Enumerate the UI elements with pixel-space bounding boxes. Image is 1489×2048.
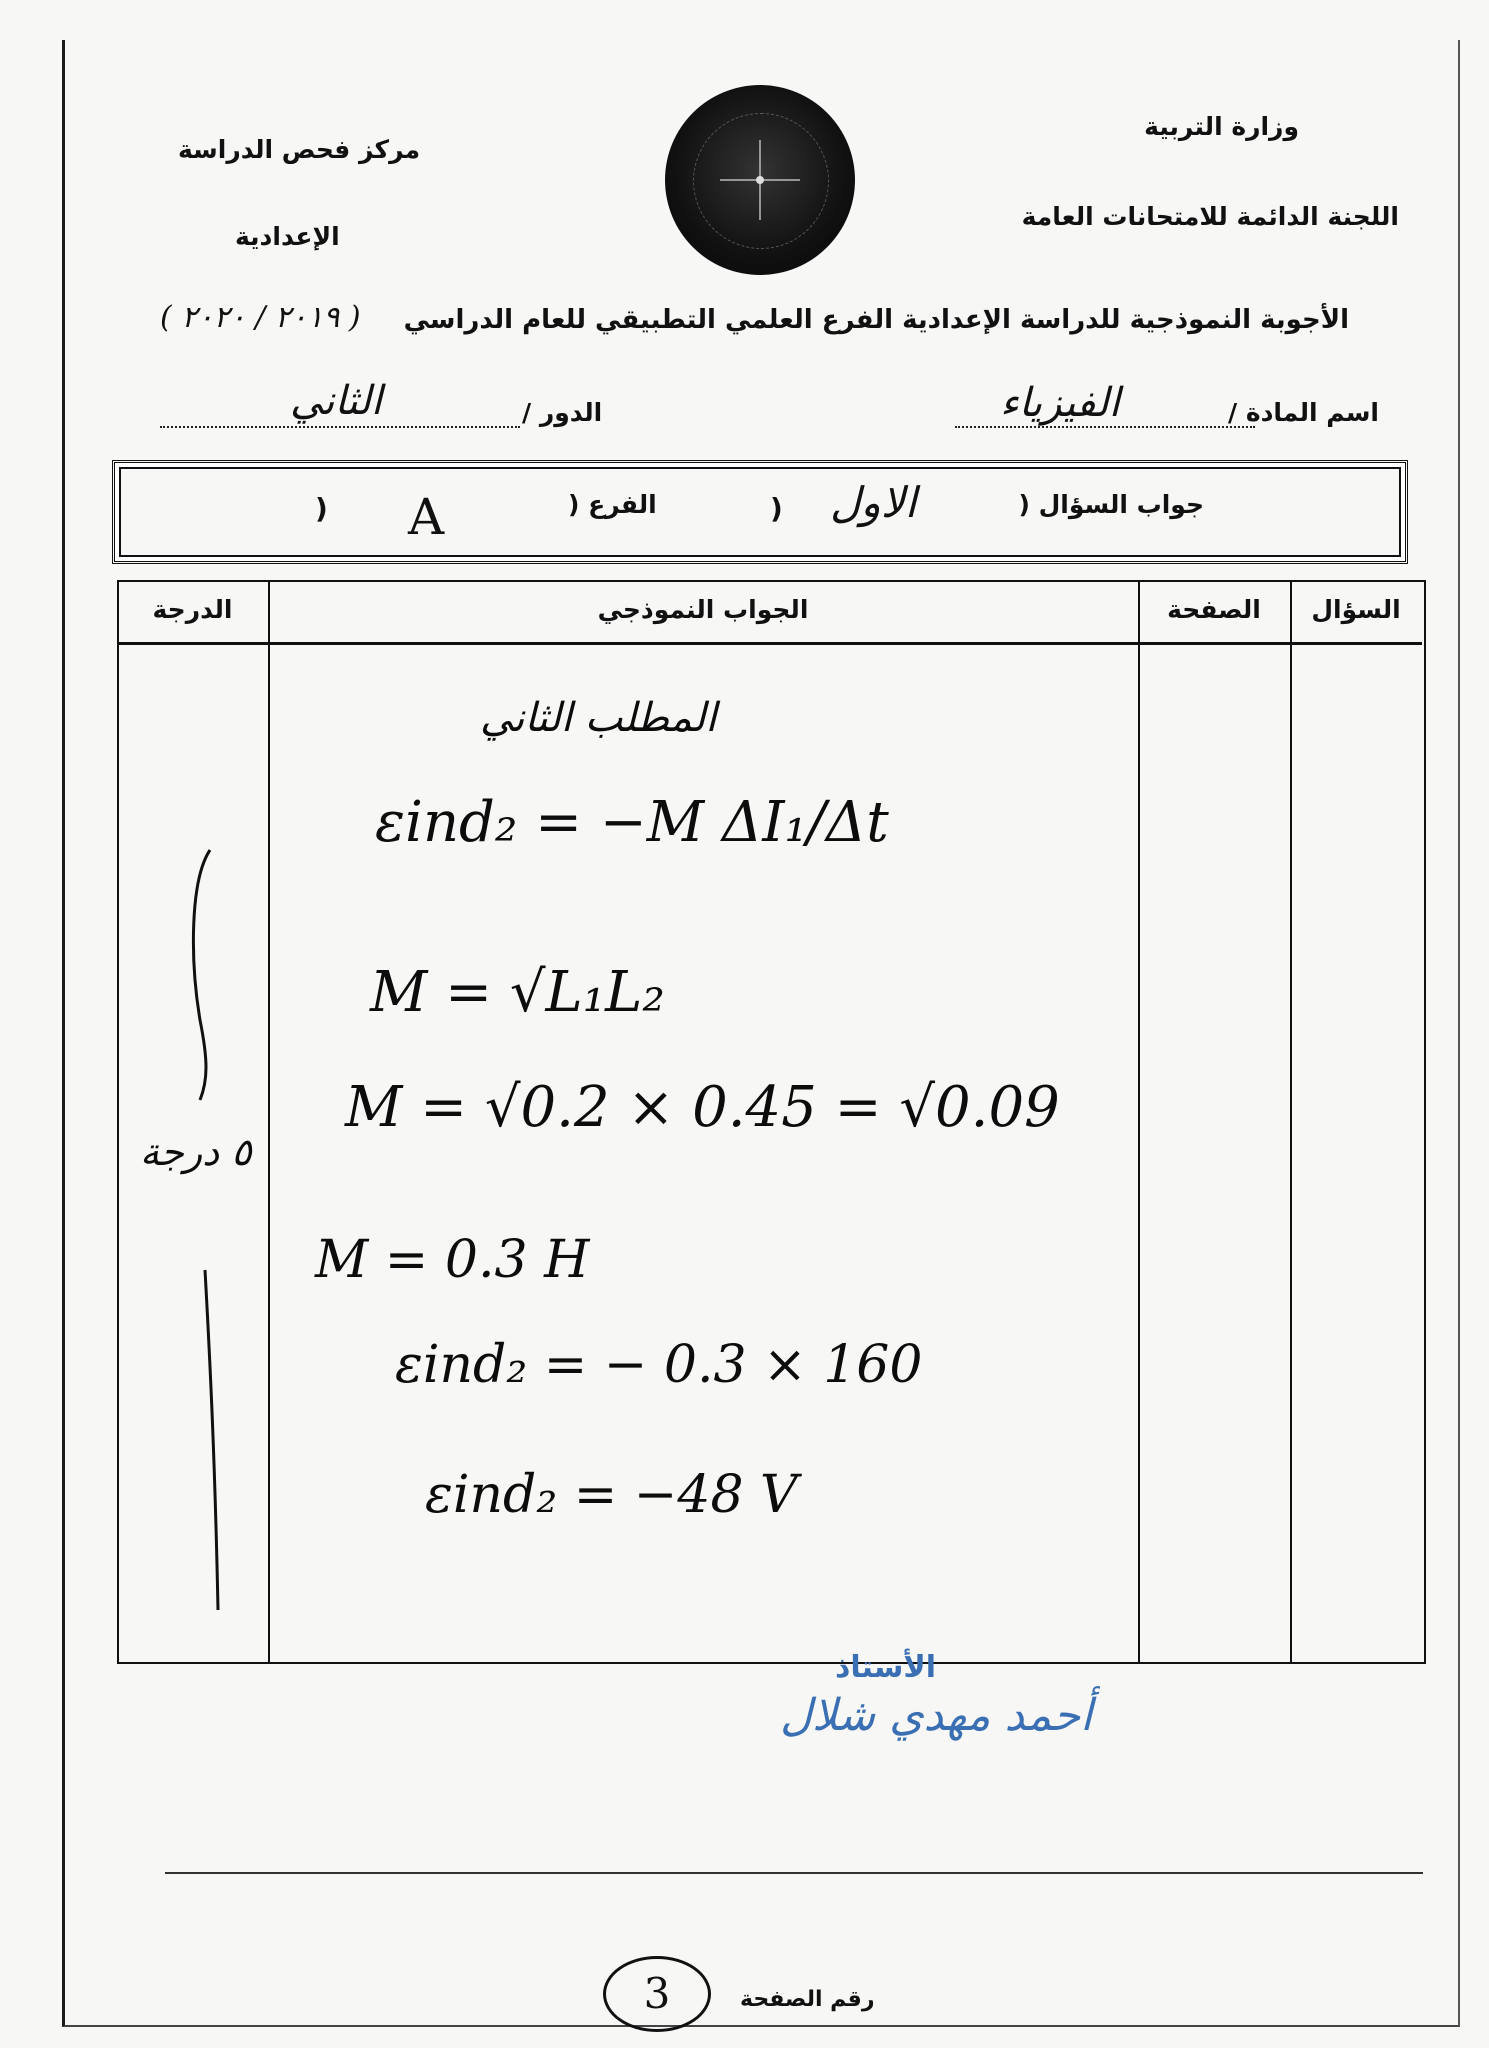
- col-question: السؤال: [1311, 595, 1401, 624]
- round-label: الدور /: [522, 398, 603, 427]
- ministry-name: وزارة التربية: [1144, 112, 1299, 141]
- teacher-signature: أحمد مهدي شلال: [780, 1690, 1093, 1741]
- branch-label: الفرع (: [568, 490, 657, 519]
- answer-heading: المطلب الثاني: [480, 695, 717, 741]
- answer-line-4: M = 0.3 H: [315, 1230, 590, 1290]
- table-divider: [1290, 580, 1292, 1662]
- round-value: الثاني: [290, 378, 383, 424]
- table-divider: [268, 580, 270, 1662]
- answer-line-5: εind₂ = − 0.3 × 160: [395, 1335, 923, 1395]
- question-box: [112, 460, 1408, 564]
- question-label: جواب السؤال (: [1018, 490, 1204, 519]
- document-title: الأجوبة النموذجية للدراسة الإعدادية الفرع العلمي التطبيقي للعام الدراسي: [403, 305, 1349, 335]
- answer-line-3: M = √0.2 × 0.45 = √0.09: [345, 1075, 1060, 1140]
- answer-line-6: εind₂ = −48 V: [425, 1465, 798, 1525]
- branch-close-paren: ): [315, 492, 328, 525]
- bottom-rule: [165, 1872, 1423, 1874]
- question-value: الاول: [830, 478, 917, 527]
- subject-label: اسم المادة /: [1228, 398, 1379, 427]
- col-answer: الجواب النموذجي: [597, 595, 809, 624]
- page-number-label: رقم الصفحة: [740, 1987, 875, 2012]
- official-seal-icon: [665, 85, 855, 275]
- answer-line-2: M = √L₁L₂: [370, 960, 665, 1025]
- subject-value: الفيزياء: [1000, 380, 1120, 426]
- center-name: مركز فحص الدراسة: [178, 135, 421, 164]
- col-page: الصفحة: [1167, 595, 1261, 624]
- col-grade: الدرجة: [152, 595, 233, 624]
- center-name-2: الإعدادية: [235, 222, 340, 251]
- academic-year: ( ٢٠١٩ / ٢٠٢٠ ): [160, 300, 361, 335]
- committee-name: اللجنة الدائمة للامتحانات العامة: [1021, 202, 1399, 231]
- table-divider: [1138, 580, 1140, 1662]
- grade-brackets-icon: [180, 840, 240, 1620]
- teacher-title: الأستاذ: [835, 1650, 937, 1685]
- branch-value: A: [408, 488, 445, 546]
- grade-note: ٥ درجة: [140, 1130, 252, 1174]
- page-number: 3: [603, 1956, 711, 2032]
- question-close-paren: ): [770, 492, 783, 525]
- answer-line-1: εind₂ = −M ΔI₁/Δt: [375, 790, 889, 855]
